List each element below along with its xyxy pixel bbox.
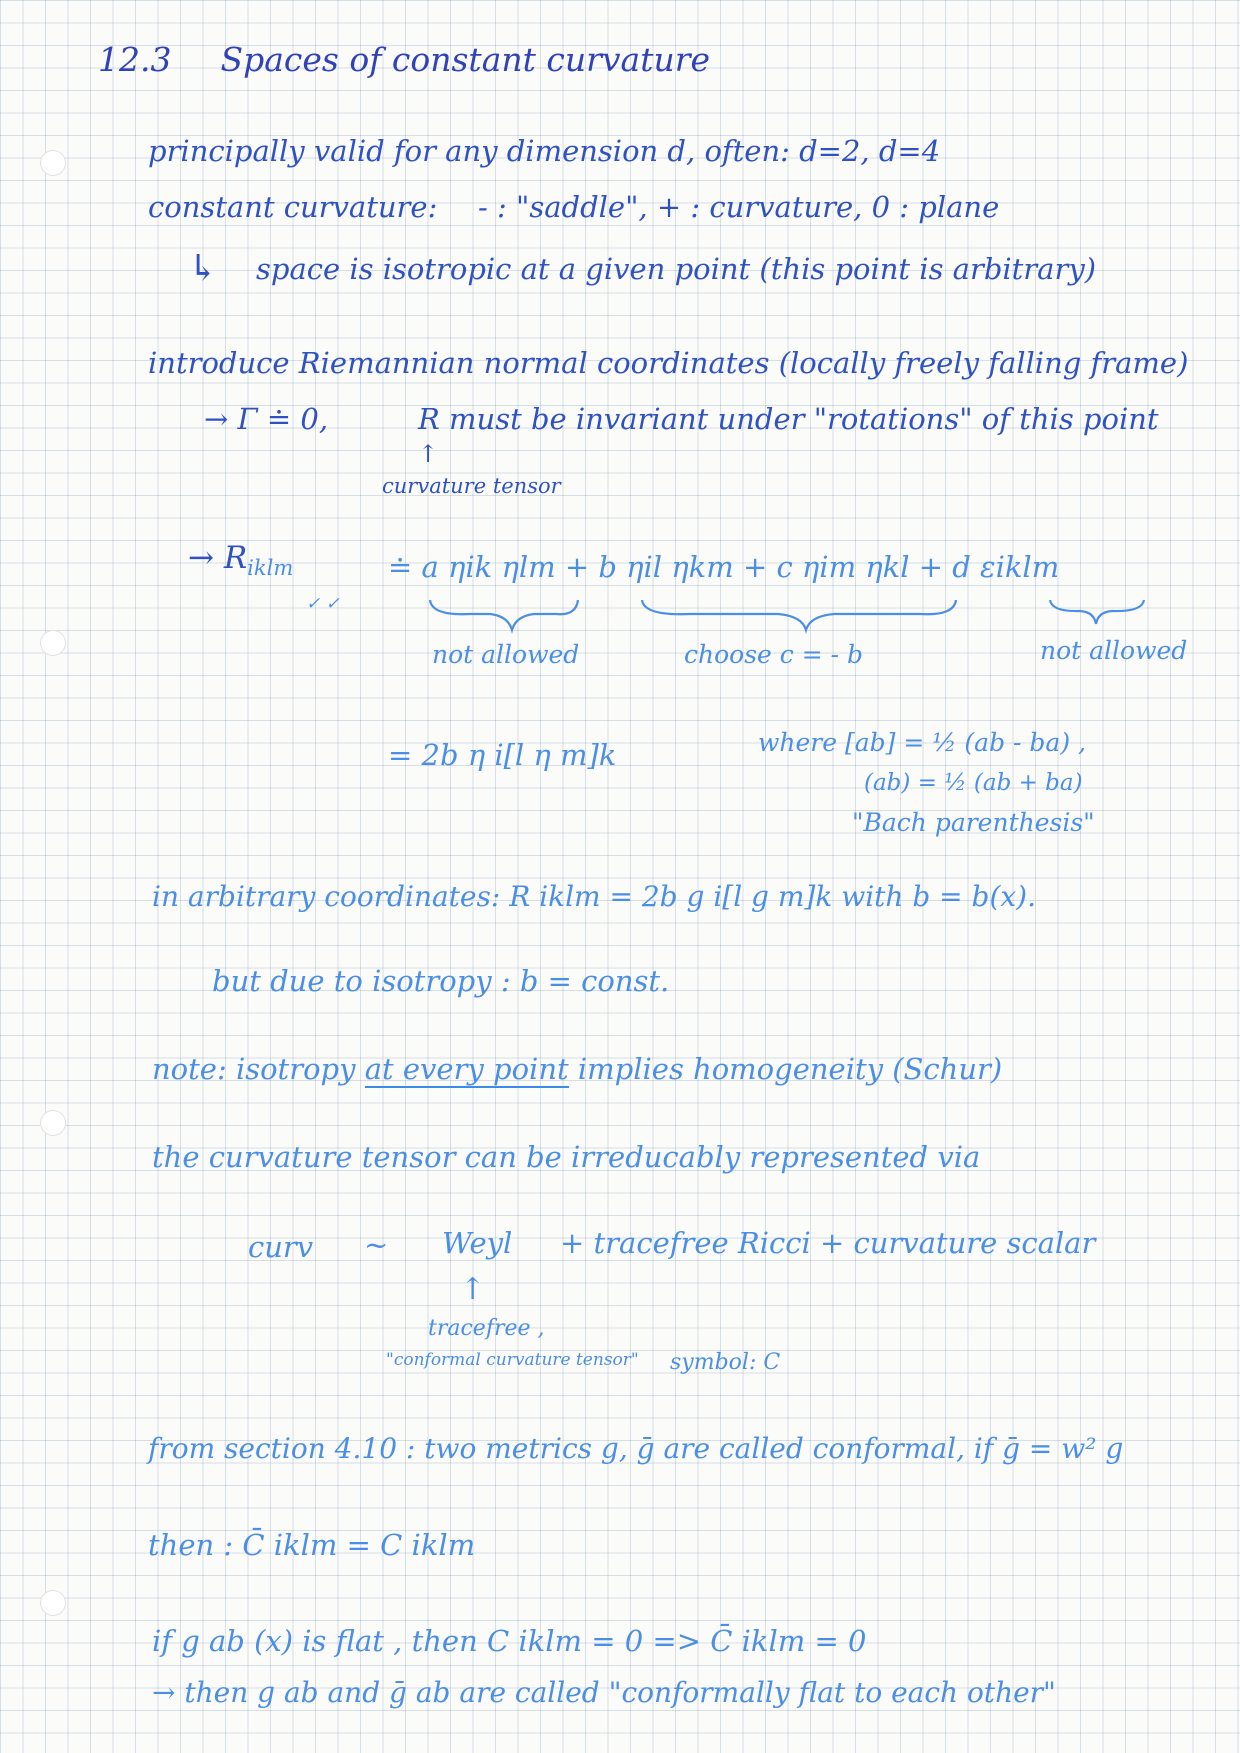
annotation: curvature tensor: [382, 474, 561, 498]
note-line: then : C̄ iklm = C iklm: [148, 1528, 476, 1562]
equation: = 2b η i[l η m]k: [388, 738, 617, 772]
equation-lhs: → $R_{iklm}$: [188, 540, 294, 581]
note-line: constant curvature:: [148, 190, 438, 224]
decomposition-sim: ~: [364, 1228, 389, 1262]
underlined-phrase: at every point: [364, 1052, 569, 1086]
corner-arrow-icon: ↳: [188, 248, 219, 289]
note-line: note: isotropy at every point implies homogeneity (Schur): [152, 1052, 1003, 1086]
note-line: → Γ ≐ 0,: [204, 402, 329, 436]
punch-hole: [40, 1590, 66, 1616]
note-line: if g ab (x) is flat , then C iklm = 0 => C̄ iklm = 0: [152, 1624, 867, 1658]
index-checkmarks: ✓ ✓: [306, 594, 340, 614]
note-line: the curvature tensor can be irreducably represented via: [152, 1140, 981, 1174]
equation: in arbitrary coordinates: R iklm = 2b g i[l g m]k with b = b(x).: [152, 880, 1036, 913]
brace-label: choose c = - b: [684, 640, 864, 669]
annotation: symbol: C: [670, 1350, 781, 1375]
note-line: - : "saddle", + : curvature, 0 : plane: [478, 190, 1000, 224]
annotation: tracefree ,: [428, 1316, 545, 1341]
note-line: → then g ab and ḡ ab are called "conformally flat to each other": [152, 1676, 1056, 1709]
decomposition-curv: curv: [248, 1230, 314, 1264]
note-line: principally valid for any dimension d, often: d=2, d=4: [148, 134, 941, 168]
note-line: introduce Riemannian normal coordinates (locally freely falling frame): [148, 346, 1189, 380]
note-line: R must be invariant under "rotations" of this point: [418, 402, 1159, 436]
punch-hole: [40, 1110, 66, 1136]
underbrace-group: [0, 0, 1240, 700]
section-title: Spaces of constant curvature: [220, 40, 711, 79]
note-line: space is isotropic at a given point (this point is arbitrary): [256, 252, 1097, 286]
decomposition-weyl: Weyl: [442, 1226, 513, 1260]
equation-rhs: ≐ a ηik ηlm + b ηil ηkm + c ηim ηkl + d εiklm: [388, 550, 1060, 584]
note-line: but due to isotropy : b = const.: [212, 964, 670, 998]
up-arrow-icon: ↑: [460, 1272, 486, 1307]
decomposition-rest: + tracefree Ricci + curvature scalar: [560, 1226, 1096, 1260]
annotation: "Bach parenthesis": [852, 808, 1095, 837]
annotation: where [ab] = ½ (ab - ba) ,: [758, 728, 1086, 757]
section-number: 12.3: [98, 40, 172, 79]
annotation: (ab) = ½ (ab + ba): [864, 770, 1083, 796]
brace-label: not allowed: [1040, 636, 1188, 665]
up-arrow-icon: ↑: [418, 440, 439, 468]
brace-label: not allowed: [432, 640, 580, 669]
annotation: "conformal curvature tensor": [386, 1350, 639, 1370]
note-line: from section 4.10 : two metrics g, ḡ are called conformal, if ḡ = w² g: [148, 1432, 1124, 1465]
